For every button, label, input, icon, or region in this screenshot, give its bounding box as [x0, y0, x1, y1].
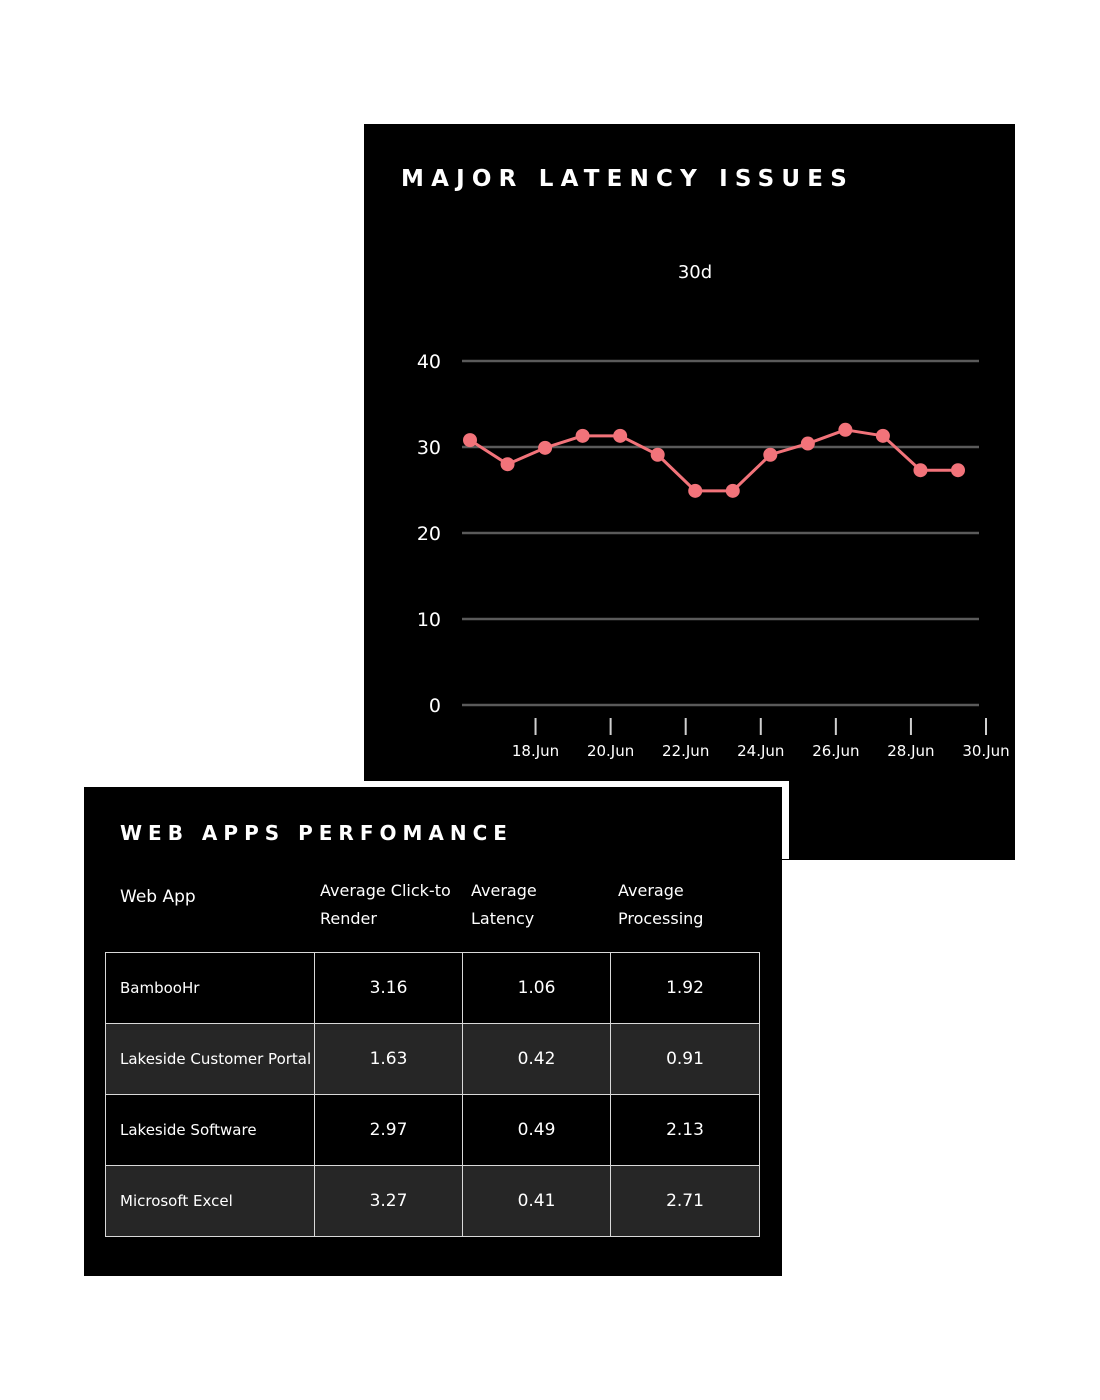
- app-name-cell: BambooHr: [106, 953, 315, 1024]
- x-tick-label: 18.Jun: [511, 742, 560, 760]
- data-point: [913, 463, 927, 477]
- data-point: [501, 457, 515, 471]
- click-to-render-cell: 1.63: [315, 1024, 463, 1095]
- latency-cell: 0.42: [463, 1024, 611, 1095]
- header-processing: Average Processing: [618, 881, 704, 928]
- latency-cell: 0.41: [463, 1166, 611, 1237]
- x-tick-label: 22.Jun: [662, 742, 710, 760]
- data-point: [801, 437, 815, 451]
- x-tick-label: 24.Jun: [737, 742, 785, 760]
- performance-table: [105, 952, 760, 1237]
- latency-cell: 0.49: [463, 1095, 611, 1166]
- data-point: [576, 429, 590, 443]
- latency-chart-card: [364, 124, 1015, 860]
- x-tick-label: 28.Jun: [887, 742, 935, 760]
- y-tick-label: 40: [416, 351, 441, 373]
- data-point: [613, 429, 627, 443]
- latency-cell: 1.06: [463, 953, 611, 1024]
- data-point: [763, 448, 777, 462]
- processing-cell: 0.91: [611, 1024, 760, 1095]
- app-name-cell: Microsoft Excel: [106, 1166, 315, 1237]
- click-to-render-cell: 3.27: [315, 1166, 463, 1237]
- x-tick-label: 30.Jun: [962, 742, 1010, 760]
- data-point: [538, 441, 552, 455]
- data-point: [726, 484, 740, 498]
- click-to-render-cell: 2.97: [315, 1095, 463, 1166]
- data-point: [838, 423, 852, 437]
- table-row: [106, 1024, 760, 1095]
- data-point: [951, 463, 965, 477]
- table-row: [106, 953, 760, 1024]
- app-name-cell: Lakeside Customer Portal: [106, 1024, 315, 1095]
- table-row: [106, 1166, 760, 1237]
- y-tick-label: 10: [416, 609, 441, 631]
- click-to-render-cell: 3.16: [315, 953, 463, 1024]
- x-tick-label: 20.Jun: [586, 742, 635, 760]
- x-tick-label: 26.Jun: [812, 742, 860, 760]
- processing-cell: 2.13: [611, 1095, 760, 1166]
- y-tick-label: 30: [416, 437, 441, 459]
- web-apps-performance-card: [84, 787, 782, 1276]
- data-point: [876, 429, 890, 443]
- table-row: [106, 1095, 760, 1166]
- table-title: WEB APPS PERFOMANCE: [120, 821, 513, 845]
- header-web-app: Web App: [120, 887, 196, 907]
- processing-cell: 1.92: [611, 953, 760, 1024]
- header-latency: Average Latency: [471, 881, 537, 928]
- data-point: [463, 433, 477, 447]
- chart-title: MAJOR LATENCY ISSUES: [401, 166, 854, 192]
- header-click-to-render: Average Click-to Render: [320, 881, 451, 928]
- latency-line-chart: [364, 124, 1015, 860]
- processing-cell: 2.71: [611, 1166, 760, 1237]
- chart-subtitle: 30d: [677, 262, 713, 283]
- app-name-cell: Lakeside Software: [106, 1095, 315, 1166]
- data-point: [651, 448, 665, 462]
- y-tick-label: 20: [416, 523, 441, 545]
- data-point: [688, 484, 702, 498]
- y-tick-label: 0: [428, 695, 441, 717]
